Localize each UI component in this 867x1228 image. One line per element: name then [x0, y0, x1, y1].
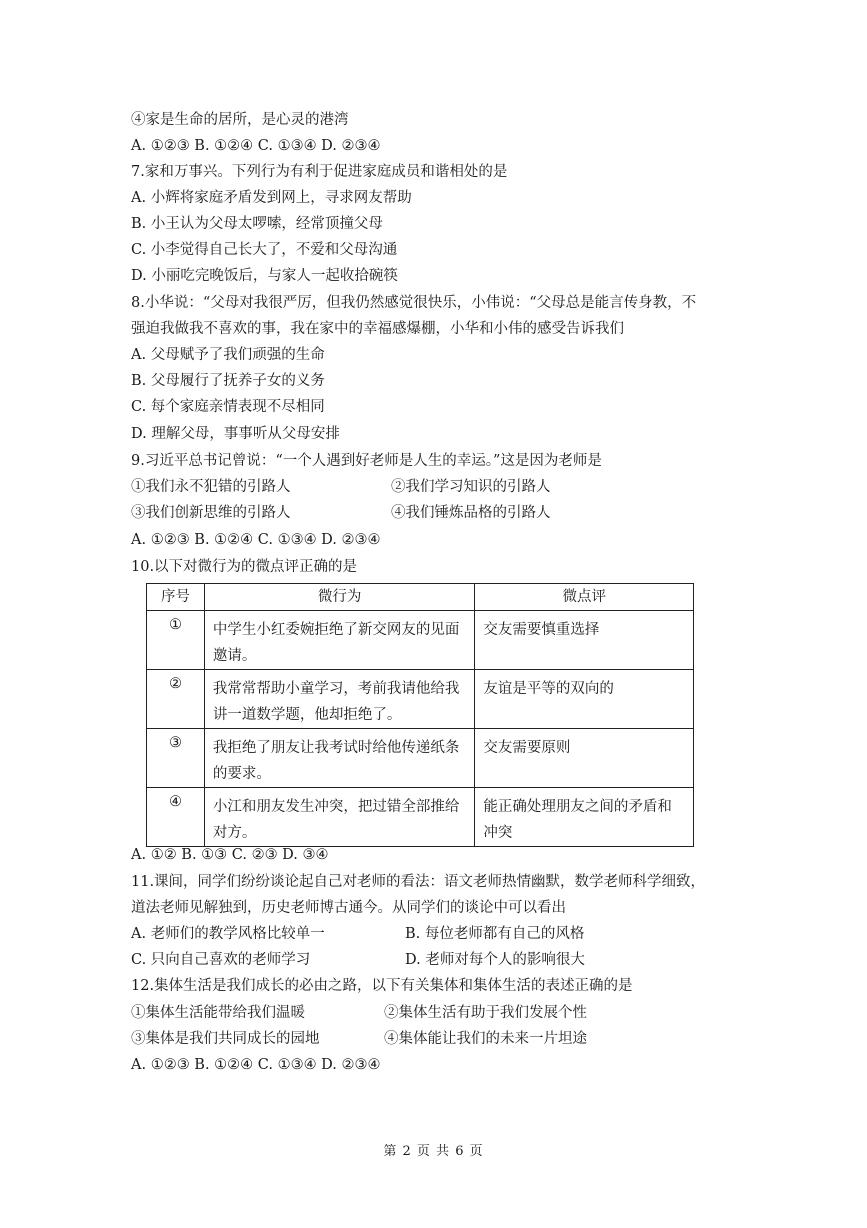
q11-stem-line2: 道法老师见解独到，历史老师博古通今。从同学们的谈论中可以看出 [131, 900, 566, 916]
q9-item-1: ①我们永不犯错的引路人 [131, 479, 291, 495]
q11-option-a: A. 老师们的教学风格比较单一 [131, 926, 325, 942]
q8-option-a: A. 父母赋予了我们顽强的生命 [131, 347, 325, 363]
q10-options: A. ①② B. ①③ C. ②③ D. ③④ [131, 847, 329, 863]
q7-option-d: D. 小丽吃完晚饭后，与家人一起收拾碗筷 [131, 268, 398, 284]
q9-options: A. ①②③ B. ①②④ C. ①③④ D. ②③④ [131, 532, 381, 548]
row-comment: 交友需要慎重选择 [475, 611, 694, 670]
table-row [147, 670, 694, 729]
q6-item-4: ④家是生命的居所，是心灵的港湾 [131, 112, 349, 128]
q12-options: A. ①②③ B. ①②④ C. ①③④ D. ②③④ [131, 1057, 381, 1073]
q11-stem-line1: 11.课间，同学们纷纷谈论起自己对老师的看法：语文老师热情幽默，数学老师科学细致， [131, 874, 706, 890]
q9-item-2: ②我们学习知识的引路人 [391, 479, 551, 495]
q8-option-c: C. 每个家庭亲情表现不尽相同 [131, 399, 325, 415]
q9-item-3: ③我们创新思维的引路人 [131, 505, 291, 521]
q8-stem-line1: 8.小华说：“父母对我很严厉，但我仍然感觉很快乐，小伟说：“父母总是能言传身教，不 [131, 295, 697, 311]
row-comment: 友谊是平等的双向的 [475, 670, 694, 729]
table-row [147, 729, 694, 788]
q8-option-b: B. 父母履行了抚养子女的义务 [131, 373, 325, 389]
q8-stem-line2: 强迫我做我不喜欢的事，我在家中的幸福感爆棚，小华和小伟的感受告诉我们 [131, 321, 624, 337]
q7-option-a: A. 小辉将家庭矛盾发到网上，寻求网友帮助 [131, 190, 412, 206]
q11-option-d: D. 老师对每个人的影响很大 [405, 952, 585, 968]
row-num: ③ [147, 729, 205, 788]
table-row [147, 788, 694, 847]
q12-item-2: ②集体生活有助于我们发展个性 [384, 1005, 587, 1021]
row-behavior: 我常常帮助小童学习，考前我请他给我讲一道数学题，他却拒绝了。 [204, 670, 475, 729]
q8-option-d: D. 理解父母，事事听从父母安排 [131, 426, 340, 442]
q7-option-c: C. 小李觉得自己长大了，不爱和父母沟通 [131, 242, 398, 258]
row-comment: 能正确处理朋友之间的矛盾和冲突 [475, 788, 694, 847]
q9-stem: 9.习近平总书记曾说：“一个人遇到好老师是人生的幸运。”这是因为老师是 [131, 453, 602, 469]
q10-stem: 10.以下对微行为的微点评正确的是 [131, 559, 358, 575]
table-header-row [147, 584, 694, 611]
row-num: ④ [147, 788, 205, 847]
table-header-num: 序号 [147, 584, 205, 611]
row-behavior: 小江和朋友发生冲突，把过错全部推给对方。 [204, 788, 475, 847]
q6-options: A. ①②③ B. ①②④ C. ①③④ D. ②③④ [131, 138, 381, 154]
q10-table [146, 583, 694, 847]
row-behavior: 我拒绝了朋友让我考试时给他传递纸条的要求。 [204, 729, 475, 788]
q12-stem: 12.集体生活是我们成长的必由之路，以下有关集体和集体生活的表述正确的是 [131, 978, 633, 994]
q7-option-b: B. 小王认为父母太啰嗦，经常顶撞父母 [131, 216, 383, 232]
row-num: ① [147, 611, 205, 670]
q9-item-4: ④我们锤炼品格的引路人 [391, 505, 551, 521]
q12-item-4: ④集体能让我们的未来一片坦途 [384, 1031, 587, 1047]
q12-item-3: ③集体是我们共同成长的园地 [131, 1031, 320, 1047]
row-behavior: 中学生小红委婉拒绝了新交网友的见面邀请。 [204, 611, 475, 670]
table-header-comment: 微点评 [475, 584, 694, 611]
q11-option-b: B. 每位老师都有自己的风格 [405, 926, 585, 942]
q12-item-1: ①集体生活能带给我们温暖 [131, 1005, 305, 1021]
row-comment: 交友需要原则 [475, 729, 694, 788]
q7-stem: 7.家和万事兴。下列行为有利于促进家庭成员和谐相处的是 [131, 164, 508, 180]
page-footer: 第 2 页 共 6 页 [383, 1144, 484, 1159]
table-row [147, 611, 694, 670]
row-num: ② [147, 670, 205, 729]
table-header-behavior: 微行为 [204, 584, 475, 611]
q11-option-c: C. 只向自己喜欢的老师学习 [131, 952, 311, 968]
